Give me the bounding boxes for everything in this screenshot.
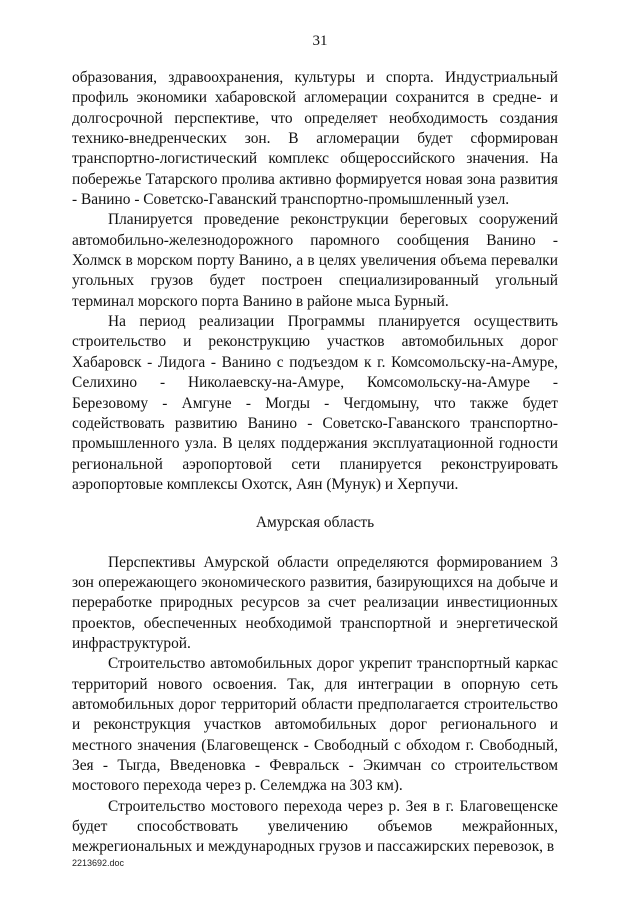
paragraph: Строительство мостового перехода через р. Зея в г. Благовещенске будет способствовать увеличению объемов межрайонных, межрегиональных и международных грузов и пассажирских перевозок, в	[72, 797, 558, 856]
footer-document-code: 2213692.doc	[72, 858, 125, 868]
paragraph: Строительство автомобильных дорог укрепит транспортный каркас территорий нового освоения. Так, для интеграции в опорную сеть автомобильных дорог территорий области предполагается строительство и реконструкция участков автомобильных дорог регионального и местного значения (Благовещенск - Свободный с обходом г. Свободный, Зея - Тыгда, Введеновка - Февральск - Экимчан со строительством мостового перехода через р. Селемджа на 303 км).	[72, 655, 558, 795]
paragraph: Перспективы Амурской области определяются формированием 3 зон опережающего экономического развития, базирующихся на добыче и переработке природных ресурсов за счет реализации инвестиционных проектов, обеспеченных необходимой транспортной и энергетической инфраструктурой.	[72, 553, 558, 652]
paragraph: На период реализации Программы планируется осуществить строительство и реконструкцию участков автомобильных дорог Хабаровск - Лидога - Ванино с подъездом к г. Комсомольску-на-Амуре, Селихино - Николаевску-на-Амуре, Комсомольску-на-Амуре - Березовому - Амгуне - Могды - Чегдомыну, что также будет содействовать развитию Ванино - Советско-Гаванского транспортно-промышленного узла. В целях поддержания эксплуатационной годности региональной аэропортовой сети планируется реконструировать аэропортовые комплексы Охотск, Аян (Мунук) и Херпучи.	[72, 313, 558, 493]
document-body	[72, 68, 558, 858]
paragraph: Планируется проведение реконструкции береговых сооружений автомобильно-железнодорожного паромного сообщения Ванино - Холмск в морском порту Ванино, а в целях увеличения объема перевалки угольных грузов будет построен специализированный угольный терминал морского порта Ванино в районе мыса Бурный.	[72, 211, 558, 310]
section-heading: Амурская область	[255, 514, 375, 532]
page-number: 31	[312, 33, 328, 49]
paragraph: образования, здравоохранения, культуры и спорта. Индустриальный профиль экономики хабаровской агломерации сохранится в средне- и долгосрочной перспективе, что определяет необходимость создания технико-внедренческих зон. В агломерации будет сформирован транспортно-логистический комплекс общероссийского значения. На побережье Татарского пролива активно формируется новая зона развития - Ванино - Советско-Гаванский транспортно-промышленный узел.	[72, 69, 558, 209]
